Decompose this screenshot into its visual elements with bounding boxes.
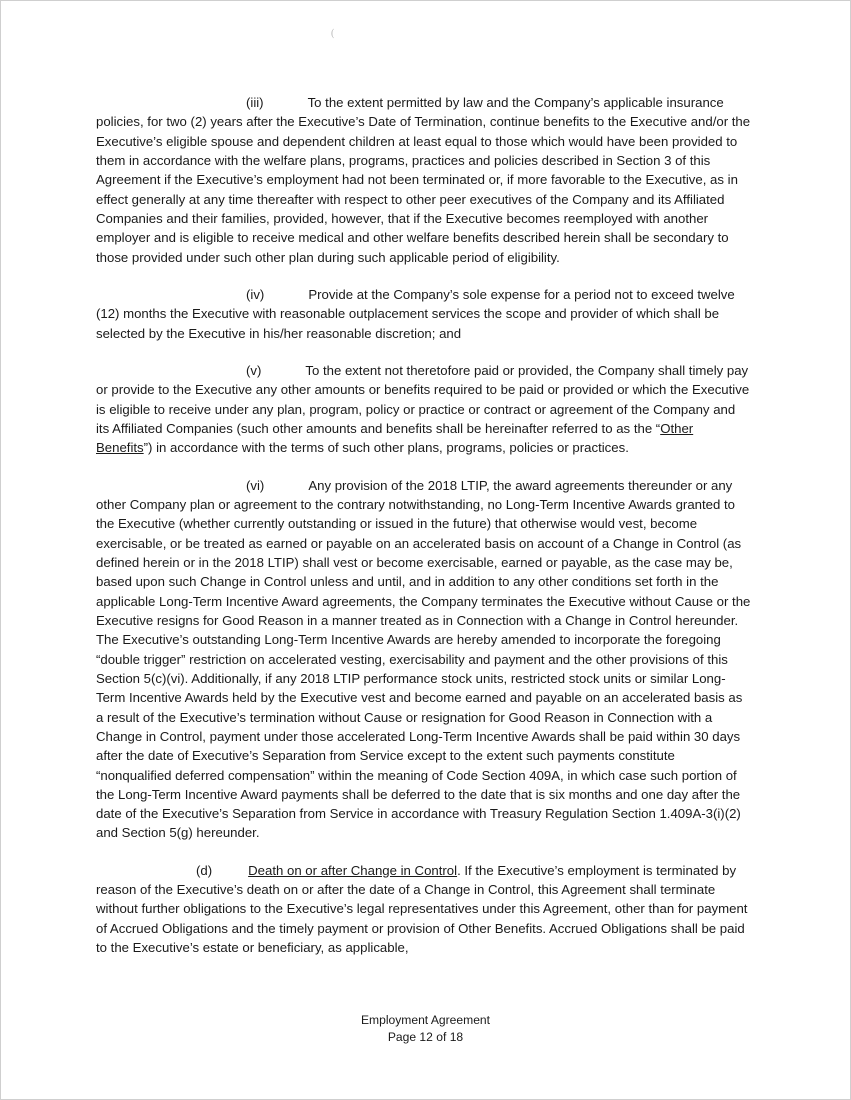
section-heading-death-on-or-after-change-in-control: Death on or after Change in Control (248, 862, 458, 878)
paragraph-v (96, 361, 751, 458)
page-artifact-speck: ( (331, 28, 335, 39)
page-body (96, 93, 751, 957)
paragraph-text-d: . If the Executive’s employment is terminated by reason of the Executive’s death on or after the date of a Change in Control, this Agreement shall terminate without further obligations to the Executive’s legal representatives under this Agreement, other than for payment of Accrued Obligations and the timely payment or provision of Other Benefits. Accrued Obligations shall be paid to the Executive’s estate or beneficiary, as applicable, (96, 862, 748, 956)
paragraph-d (96, 861, 751, 958)
paragraph-iii (96, 93, 751, 267)
paragraph-text-iii: To the extent permitted by law and the Company’s applicable insurance policies, for two (2) years after the Executive’s Date of Termination, continue benefits to the Executive and/or the Executive’s eligible spouse and dependent children at least equal to those which would have been provided to them in accordance with the welfare plans, programs, practices and policies described in Section 3 of this Agreement if the Executive’s employment had not been terminated or, if more favorable to the Executive, as in effect generally at any time thereafter with respect to other peer executives of the Company and its Affiliated Companies and their families, provided, however, that if the Executive becomes reemployed with another employer and is eligible to receive medical and other welfare benefits described herein shall be secondary to those provided under such other plan during such applicable period of eligibility. (96, 95, 751, 265)
footer-title: Employment Agreement (360, 1012, 491, 1027)
paragraph-marker-iii: (iii) (246, 95, 264, 110)
paragraph-text-v-part2: ”) in accordance with the terms of such other plans, programs, policies or practices. (143, 440, 629, 456)
paragraph-text-vi: Any provision of the 2018 LTIP, the award agreements thereunder or any other Company plan or agreement to the contrary notwithstanding, no Long-Term Incentive Awards granted to the Executive (whether currently outstanding or issued in the future) that otherwise would vest, become exercisable, or be treated as earned or payable on an accelerated basis on account of a Change in Control (as defined herein or in the 2018 LTIP) shall vest or become exercisable, earned or payable, as the case may be, based upon such Change in Control unless and until, and in addition to any other conditions set forth in the applicable Long-Term Incentive Award agreements, the Company terminates the Executive without Cause or the Executive resigns for Good Reason in a manner treated as in Connection with a Change in Control hereunder. The Executive’s outstanding Long-Term Incentive Awards are hereby amended to incorporate the foregoing “double trigger” restriction on accelerated vesting, exercisability and payment and the other provisions of this Section 5(c)(vi). Additionally, if any 2018 LTIP performance stock units, restricted stock units or similar Long-Term Incentive Awards held by the Executive vest and become earned and payable on an accelerated basis as a result of the Executive’s termination without Cause or resignation for Good Reason in Connection with a Change in Control, payment under those accelerated Long-Term Incentive Awards shall be paid within 30 days after the date of Executive’s Separation from Service except to the extent such payments constitute “nonqualified deferred compensation” within the meaning of Code Section 409A, in which case such portion of the Long-Term Incentive Award payments shall be deferred to the date that is six months and one day after the date of the Executive’s Separation from Service in accordance with Treasury Regulation Section 1.409A-3(i)(2) and Section 5(g) hereunder. (96, 477, 751, 841)
paragraph-marker-d: (d) (196, 862, 213, 878)
footer-page-number: Page 12 of 18 (387, 1030, 464, 1045)
paragraph-text-v-part1: To the extent not theretofore paid or provided, the Company shall timely pay or provide to the Executive any other amounts or benefits required to be paid or provided or which the Executive is eligible to receive under any plan, program, policy or practice or contract or agreement of the Company and its Affiliated Companies (such other amounts and benefits shall be hereinafter referred to as the “ (96, 362, 750, 436)
page-footer (1, 1012, 850, 1047)
paragraph-marker-iv: (iv) (246, 286, 265, 302)
paragraph-iv (96, 285, 751, 343)
paragraph-vi (96, 476, 751, 843)
paragraph-marker-vi: (vi) (246, 477, 265, 493)
paragraph-marker-v: (v) (246, 362, 262, 378)
defined-term-other-benefits: Other Benefits (96, 420, 694, 456)
paragraph-text-iv: Provide at the Company’s sole expense for a period not to exceed twelve (12) months the Executive with reasonable outplacement services the scope and provider of which shall be selected by the Executive in his/her reasonable discretion; and (96, 286, 735, 341)
